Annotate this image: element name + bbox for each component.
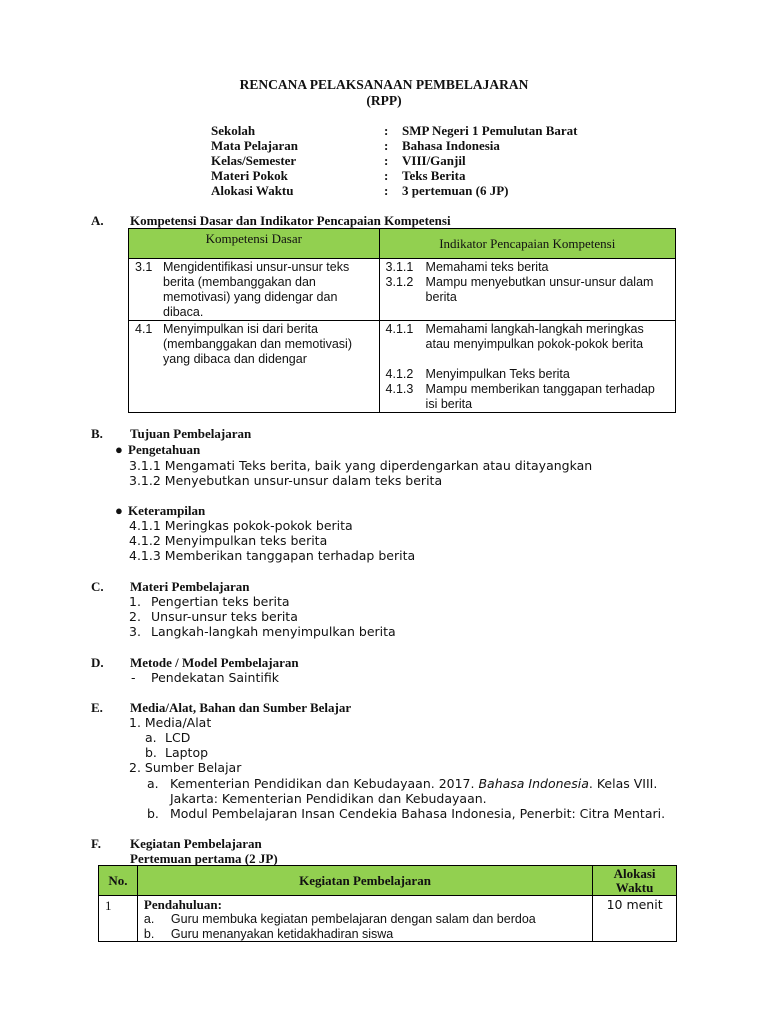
media-item: Laptop — [165, 745, 209, 760]
tujuan-item: 4.1.3 Memberikan tanggapan terhadap berita — [129, 548, 416, 563]
section-d-letter: D. — [91, 655, 104, 670]
materi-item: Unsur-unsur teks berita — [151, 609, 298, 624]
sumber-a-text: Kementerian Pendidikan dan Kebudayaan. 2017. — [170, 776, 479, 791]
identity-sep: : — [384, 168, 389, 183]
section-e-heading: Media/Alat, Bahan dan Sumber Belajar — [130, 700, 352, 715]
section-a-heading: Kompetensi Dasar dan Indikator Pencapaian Kompetensi — [130, 213, 451, 228]
sumber-number: b. — [147, 806, 159, 821]
alokasi-header-cell — [593, 866, 677, 896]
media-item: LCD — [165, 730, 191, 745]
metode-dash: - — [131, 670, 136, 685]
kegiatan-number: b. — [143, 927, 155, 941]
identity-label: Alokasi Waktu — [211, 183, 294, 198]
identity-value: VIII/Ganjil — [402, 153, 466, 168]
ipk-number: 3.1.1 — [385, 260, 414, 274]
section-f-heading: Kegiatan Pembelajaran — [130, 836, 262, 851]
ipk-number: 4.1.2 — [385, 367, 414, 381]
section-b-heading: Tujuan Pembelajaran — [130, 426, 252, 441]
section-c-letter: C. — [91, 579, 104, 594]
kegiatan-item: Guru membuka kegiatan pembelajaran dengan salam dan berdoa — [170, 912, 536, 926]
no-header-cell — [99, 866, 138, 896]
bullet-icon: ● — [115, 503, 123, 518]
media-number: a. — [145, 730, 157, 745]
tujuan-item: 3.1.1 Mengamati Teks berita, baik yang diperdengarkan atau ditayangkan — [129, 458, 593, 473]
kd-cell — [129, 259, 380, 321]
kd-number: 4.1 — [135, 322, 153, 336]
identity-label: Sekolah — [211, 123, 256, 138]
ipk-number: 3.1.2 — [385, 275, 414, 289]
kegiatan-table — [98, 865, 677, 942]
section-b-letter: B. — [91, 426, 103, 441]
identity-value: SMP Negeri 1 Pemulutan Barat — [402, 123, 578, 138]
ipk-header: Indikator Pencapaian Kompetensi — [439, 235, 616, 251]
ipk-text: Mampu memberikan tanggapan terhadap isi berita — [425, 382, 655, 411]
materi-item: Pengertian teks berita — [151, 594, 290, 609]
identity-label: Kelas/Semester — [211, 153, 297, 168]
kegiatan-title: Pendahuluan: — [143, 897, 222, 912]
identity-sep: : — [384, 153, 389, 168]
kd-header-cell — [129, 229, 380, 259]
materi-number: 1. — [129, 594, 141, 609]
identity-sep: : — [384, 183, 389, 198]
ipk-cell — [379, 259, 675, 321]
alokasi-header — [593, 867, 676, 895]
ipk-text: Memahami teks berita — [425, 260, 549, 274]
kd-header: Kompetensi Dasar — [205, 231, 302, 246]
kd-text: Menyimpulkan isi dari berita (membanggakan dan memotivasi) yang dibaca dan didengar — [163, 322, 352, 366]
no-cell — [99, 896, 138, 942]
kegiatan-item: Guru menanyakan ketidakhadiran siswa — [170, 927, 394, 941]
tujuan-item: 4.1.1 Meringkas pokok-pokok berita — [129, 518, 353, 533]
kd-text: Mengidentifikasi unsur-unsur teks berita (membanggakan dan memotivasi) yang didengar dan dibaca. — [163, 260, 350, 319]
pengetahuan-label: Pengetahuan — [128, 442, 201, 457]
sumber-a-book-title: Bahasa Indonesia — [478, 776, 589, 791]
section-f-subheading: Pertemuan pertama (2 JP) — [130, 851, 278, 866]
materi-number: 3. — [129, 624, 141, 639]
section-a-letter: A. — [91, 213, 104, 228]
alokasi-header-line2: Waktu — [615, 879, 654, 895]
kegiatan-number: a. — [143, 912, 155, 926]
ipk-number: 4.1.3 — [385, 382, 414, 396]
sumber-item-b: Modul Pembelajaran Insan Cendekia Bahasa Indonesia, Penerbit: Citra Mentari. — [170, 806, 666, 821]
materi-item: Langkah-langkah menyimpulkan berita — [151, 624, 396, 639]
bullet-icon: ● — [115, 442, 123, 457]
keterampilan-label: Keterampilan — [128, 503, 206, 518]
section-d-heading: Metode / Model Pembelajaran — [130, 655, 299, 670]
metode-item: Pendekatan Saintifik — [151, 670, 279, 685]
sumber-number: a. — [147, 776, 159, 791]
identity-value: 3 pertemuan (6 JP) — [402, 183, 509, 198]
no-header: No. — [108, 872, 128, 888]
alokasi-value: 10 menit — [606, 897, 663, 912]
section-c-heading: Materi Pembelajaran — [130, 579, 250, 594]
sumber-item-a — [170, 776, 657, 791]
document-title: RENCANA PELAKSANAAN PEMBELAJARAN — [239, 77, 529, 92]
identity-value: Teks Berita — [402, 168, 466, 183]
tujuan-item: 3.1.2 Menyebutkan unsur-unsur dalam teks berita — [129, 473, 443, 488]
identity-label: Materi Pokok — [211, 168, 288, 183]
media-number: b. — [145, 745, 157, 760]
section-f-letter: F. — [91, 836, 101, 851]
identity-label: Mata Pelajaran — [211, 138, 299, 153]
kegiatan-header: Kegiatan Pembelajaran — [299, 872, 431, 888]
tujuan-item: 4.1.2 Menyimpulkan teks berita — [129, 533, 328, 548]
sumber-a-text-end: . Kelas VIII. — [588, 776, 658, 791]
ipk-cell — [379, 321, 675, 413]
identity-value: Bahasa Indonesia — [402, 138, 500, 153]
kd-cell — [129, 321, 380, 413]
alokasi-header-line1: Alokasi — [613, 865, 656, 881]
identity-sep: : — [384, 123, 389, 138]
kd-number: 3.1 — [135, 260, 153, 274]
ipk-text: Menyimpulkan Teks berita — [425, 367, 570, 381]
media-label: 1. Media/Alat — [129, 715, 212, 730]
ipk-header-cell — [379, 229, 675, 259]
row-number: 1 — [105, 898, 112, 913]
document-subtitle: (RPP) — [366, 93, 402, 108]
kegiatan-header-cell — [137, 866, 592, 896]
sumber-label: 2. Sumber Belajar — [129, 760, 242, 775]
identity-sep: : — [384, 138, 389, 153]
sumber-item-a-line2: Jakarta: Kementerian Pendidikan dan Kebudayaan. — [170, 791, 487, 806]
ipk-text: Mampu menyebutkan unsur-unsur dalam berita — [425, 275, 654, 304]
alokasi-cell — [593, 896, 677, 942]
section-e-letter: E. — [91, 700, 103, 715]
kd-ipk-table — [128, 228, 676, 413]
ipk-text: Memahami langkah-langkah meringkas atau menyimpulkan pokok-pokok berita — [425, 322, 644, 351]
ipk-number: 4.1.1 — [385, 322, 414, 336]
materi-number: 2. — [129, 609, 141, 624]
kegiatan-cell — [137, 896, 592, 942]
